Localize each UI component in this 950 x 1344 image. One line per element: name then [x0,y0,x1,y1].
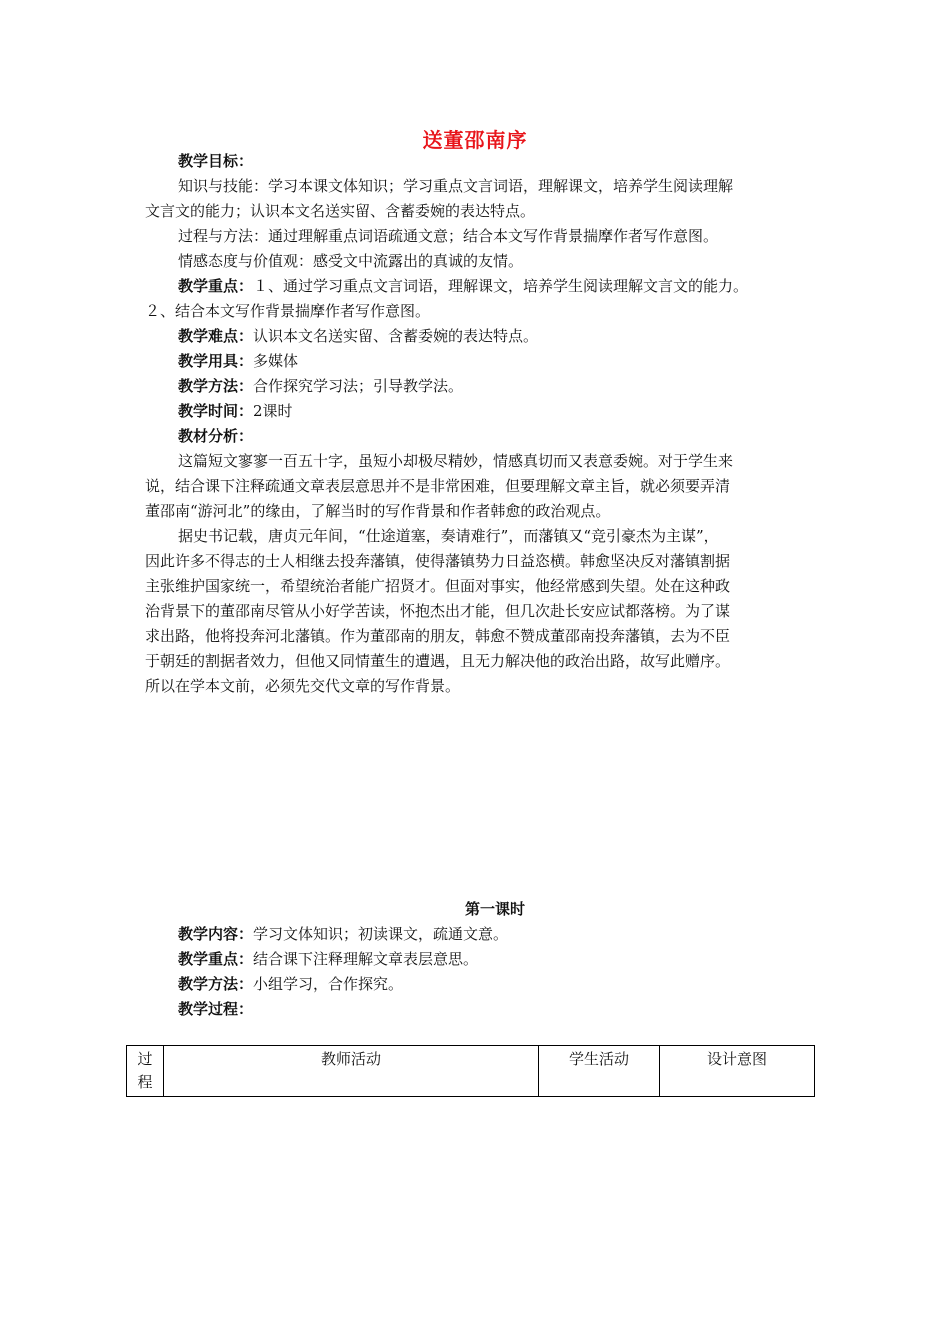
tools-row [178,349,858,374]
teacher-activity-header: 教师活动 [164,1046,539,1097]
analysis-p2-line: 因此许多不得志的士人相继去投奔藩镇，使得藩镇势力日益恣横。韩愈坚决反对藩镇割据 [145,552,731,570]
lesson1-method-row [178,972,858,997]
difficulty-text: 认识本文名送实留、含蓄委婉的表达特点。 [253,327,539,345]
difficulty-row [178,324,858,349]
document-title: 送董邵南序 [422,128,528,152]
lesson1-process-label: 教学过程： [178,1000,254,1018]
table-row [127,1046,815,1097]
lesson1-content-text: 学习文体知识；初读课文，疏通文意。 [253,925,509,943]
key-points-label: 教学重点： [178,277,254,295]
analysis-p2-line: 据史书记载，唐贞元年间，“仕途道塞，奏请难行”，而藩镇又“竞引豪杰为主谋”， [178,527,719,545]
tools-text: 多媒体 [253,352,299,370]
lesson1-key-row [178,947,858,972]
lesson1-method-label: 教学方法： [178,975,254,993]
methods-text: 合作探究学习法；引导教学法。 [253,377,464,395]
lesson1-method-text: 小组学习，合作探究。 [253,975,404,993]
analysis-p1-line: 这篇短文寥寥一百五十字，虽短小却极尽精妙，情感真切而又表意委婉。对于学生来 [178,452,734,470]
analysis-p1-line: 董邵南“游河北”的缘由，了解当时的写作背景和作者韩愈的政治观点。 [145,502,611,520]
process-column-header [127,1046,164,1097]
objectives-heading: 教学目标： [178,152,254,170]
objective-process: 过程与方法：通过理解重点词语疏通文意；结合本文写作背景揣摩作者写作意图。 [178,227,719,245]
design-intent-header: 设计意图 [660,1046,815,1097]
objective-emotion: 情感态度与价值观：感受文中流露出的真诚的友情。 [178,252,524,270]
time-row [178,399,858,424]
analysis-p2-line: 于朝廷的割据者效力，但他又同情董生的遭遇，且无力解决他的政治出路，故写此赠序。 [145,652,731,670]
time-text: 2课时 [253,402,293,420]
header-text: 过 [137,1050,153,1068]
analysis-p2-line: 所以在学本文前，必须先交代文章的写作背景。 [145,677,461,695]
lesson1-title: 第一课时 [464,900,525,918]
time-label: 教学时间： [178,402,254,420]
analysis-p2-line: 治背景下的董邵南尽管从小好学苦读，怀抱杰出才能，但几次赴长安应试都落榜。为了谋 [145,602,731,620]
objective-knowledge-line2: 文言文的能力；认识本文名送实留、含蓄委婉的表达特点。 [145,202,536,220]
methods-label: 教学方法： [178,377,254,395]
student-activity-header: 学生活动 [539,1046,660,1097]
key-points-line1 [178,274,858,299]
lesson1-key-text: 结合课下注释理解文章表层意思。 [253,950,479,968]
lesson1-content-row [178,922,858,947]
key-points-line2: ２、结合本文写作背景揣摩作者写作意图。 [145,302,431,320]
lesson1-content-label: 教学内容： [178,925,254,943]
analysis-heading: 教材分析： [178,427,254,445]
analysis-p1-line: 说，结合课下注释疏通文章表层意思并不是非常困难，但要理解文章主旨，就必须要弄清 [145,477,731,495]
analysis-p2-line: 主张维护国家统一，希望统治者能广招贤才。但面对事实，他经常感到失望。处在这种政 [145,577,731,595]
process-table [126,1045,815,1097]
key-points-text: １、通过学习重点文言词语，理解课文，培养学生阅读理解文言文的能力。 [253,277,749,295]
analysis-p2-line: 求出路，他将投奔河北藩镇。作为董邵南的朋友，韩愈不赞成董邵南投奔藩镇，去为不臣 [145,627,731,645]
objective-knowledge-line1: 知识与技能：学习本课文体知识；学习重点文言词语，理解课文，培养学生阅读理解 [178,177,734,195]
header-text: 程 [137,1073,153,1091]
difficulty-label: 教学难点： [178,327,254,345]
methods-row [178,374,858,399]
lesson1-key-label: 教学重点： [178,950,254,968]
tools-label: 教学用具： [178,352,254,370]
